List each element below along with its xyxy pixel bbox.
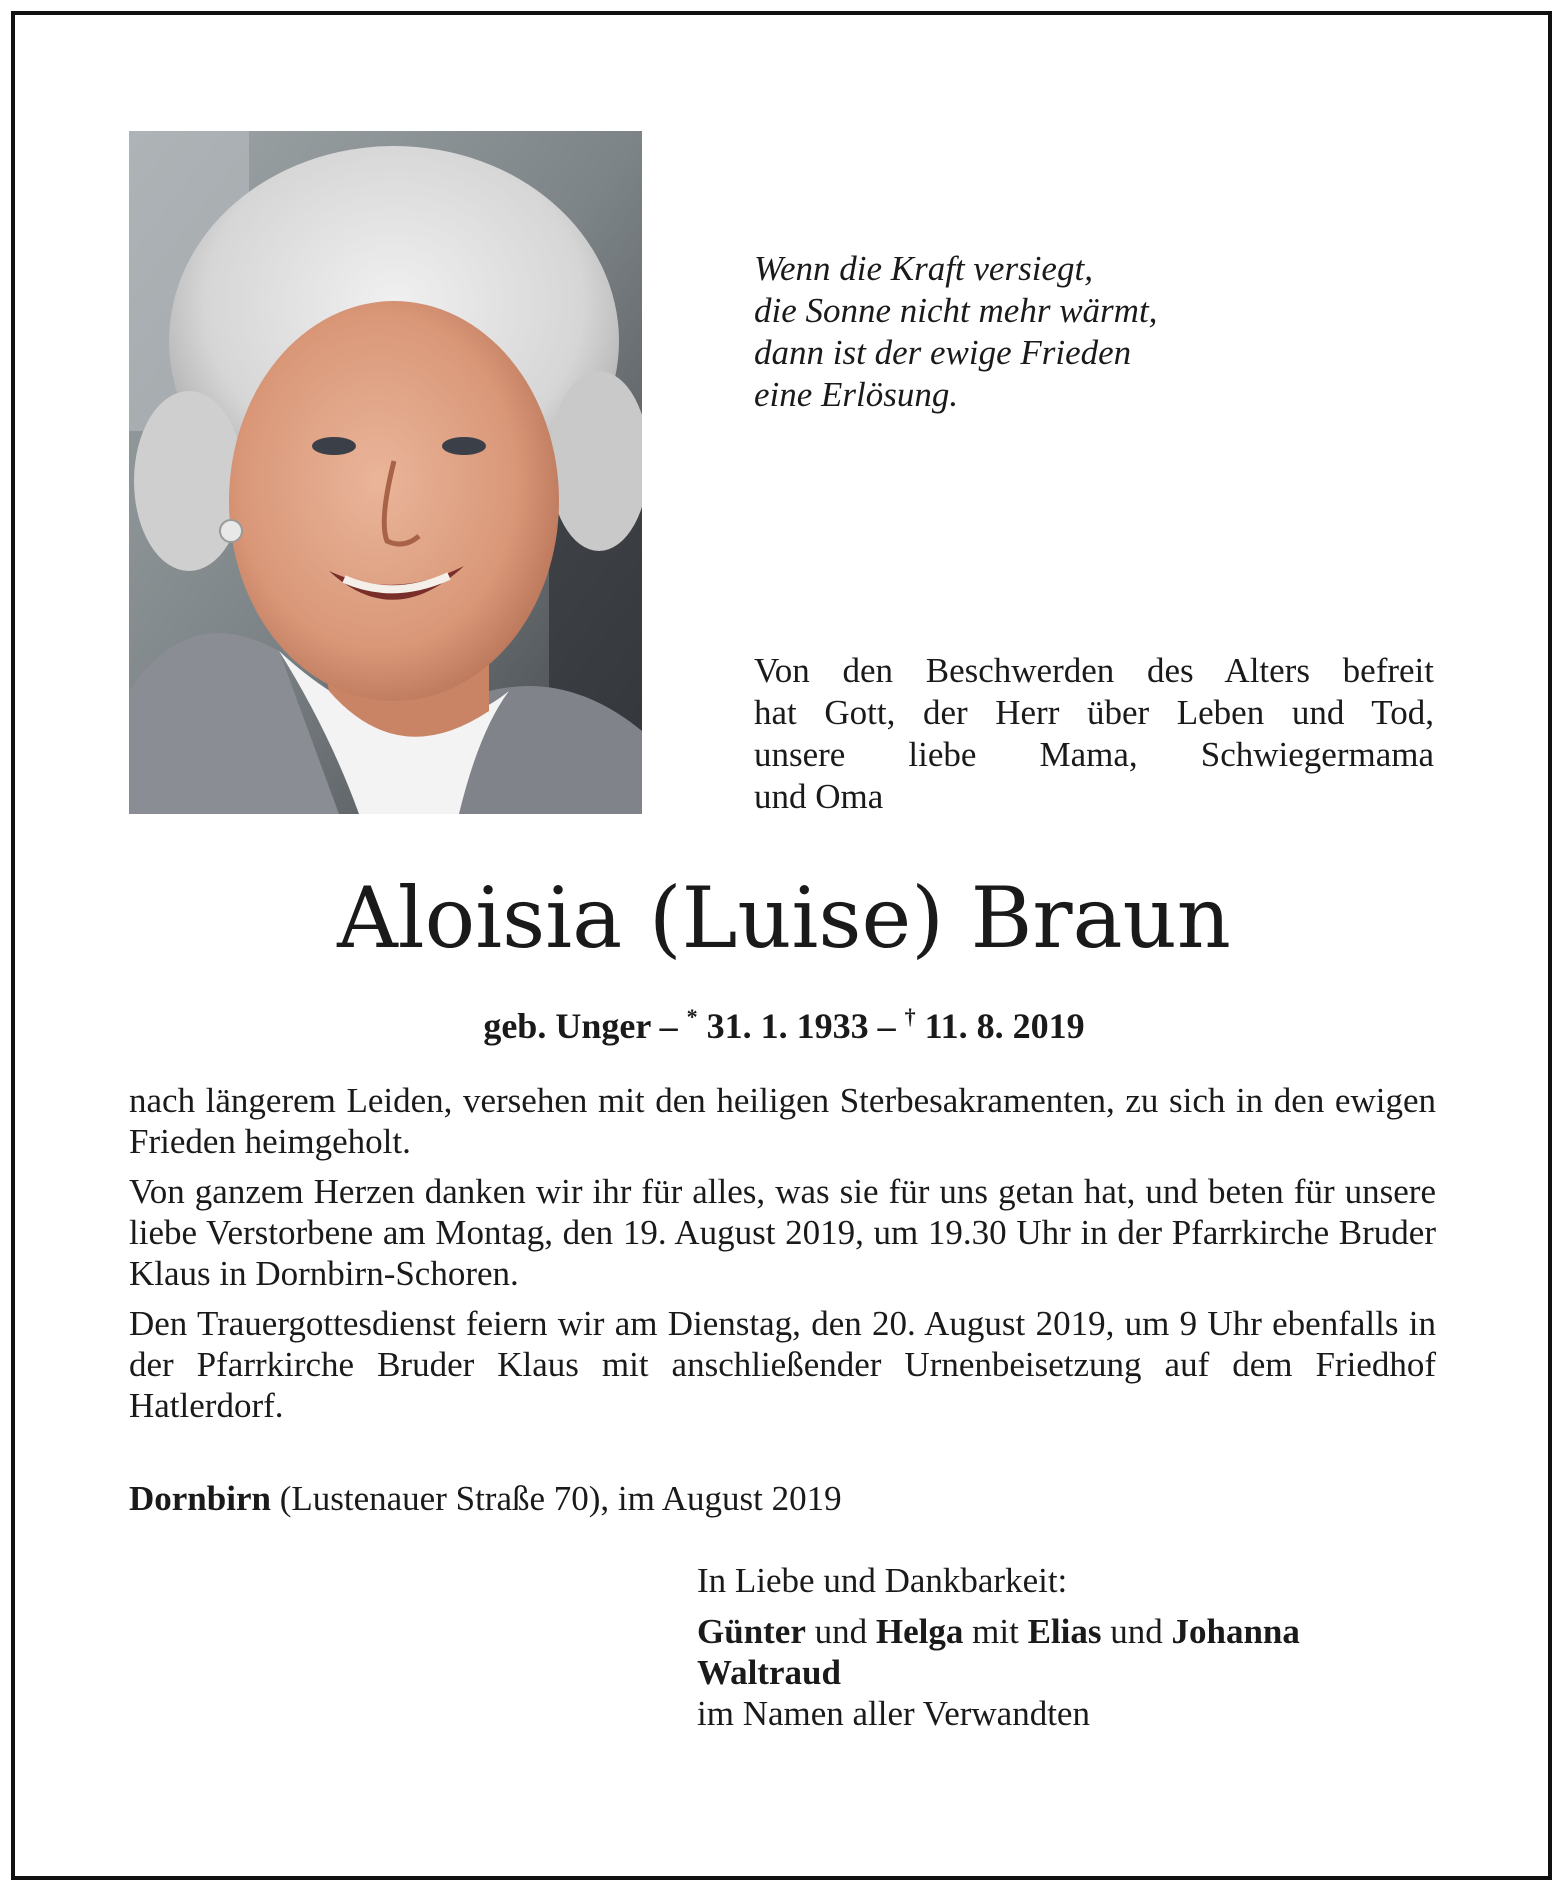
place-and-date (129, 1478, 1329, 1520)
life-dates (0, 995, 1568, 1048)
quote-line: die Sonne nicht mehr wärmt, (754, 291, 1158, 330)
birth-symbol: * (686, 1004, 698, 1029)
family-name-second-line (697, 1652, 1457, 1693)
conjunction: mit (963, 1612, 1028, 1651)
quote-line: Wenn die Kraft versiegt, (754, 249, 1093, 288)
quote-line: dann ist der ewige Frieden (754, 333, 1132, 372)
intro-line: unsere liebe Mama, Schwiegermama (754, 735, 1434, 774)
family-name: Waltraud (697, 1653, 841, 1692)
intro-text (754, 650, 1434, 818)
quote-line: eine Erlösung. (754, 375, 959, 414)
memorial-quote (754, 248, 1404, 416)
death-date: 11. 8. 2019 (915, 1006, 1085, 1046)
intro-line: und Oma (754, 777, 884, 816)
body-paragraph: nach längerem Leiden, versehen mit den heiligen Sterbesakramenten, zu sich in den ewigen Frieden heimgeholt. (129, 1081, 1436, 1161)
closing-footer: im Namen aller Verwandten (697, 1694, 1090, 1733)
conjunction: und (1101, 1612, 1172, 1651)
body-paragraph: Von ganzem Herzen danken wir ihr für alles, was sie für uns getan hat, und beten für unsere liebe Verstorbene am Montag, den 19. August 2019, um 19.30 Uhr in der Pfarrkirche Bruder Klaus in Dornbirn-Schoren. (129, 1172, 1436, 1293)
family-name: Günter (697, 1612, 806, 1651)
family-name: Helga (875, 1612, 964, 1651)
conjunction: und (805, 1612, 876, 1651)
portrait-photo (129, 131, 642, 814)
death-symbol: † (904, 1004, 916, 1029)
family-name: Elias (1027, 1612, 1102, 1651)
place-rest: (Lustenauer Straße 70), im August 2019 (270, 1479, 842, 1518)
body-paragraph: Den Trauergottesdienst feiern wir am Dienstag, den 20. August 2019, um 9 Uhr ebenfalls in der Pfarrkirche Bruder Klaus mit anschließender Urnenbeisetzung auf dem Friedhof Hatlerdorf. (129, 1304, 1436, 1425)
closing-greeting: In Liebe und Dankbarkeit: (697, 1561, 1068, 1600)
notice-body (129, 1080, 1436, 1435)
place-city: Dornbirn (129, 1479, 271, 1518)
birth-date: 31. 1. 1933 – (697, 1006, 905, 1046)
deceased-name: Aloisia (Luise) Braun (337, 869, 1231, 967)
intro-line: Von den Beschwerden des Alters befreit (754, 651, 1434, 690)
maiden-name: geb. Unger – (483, 1006, 687, 1046)
closing-signature (697, 1560, 1457, 1734)
intro-line: hat Gott, der Herr über Leben und Tod, (754, 693, 1434, 732)
family-names (697, 1611, 1457, 1652)
family-name: Johanna (1171, 1612, 1300, 1651)
